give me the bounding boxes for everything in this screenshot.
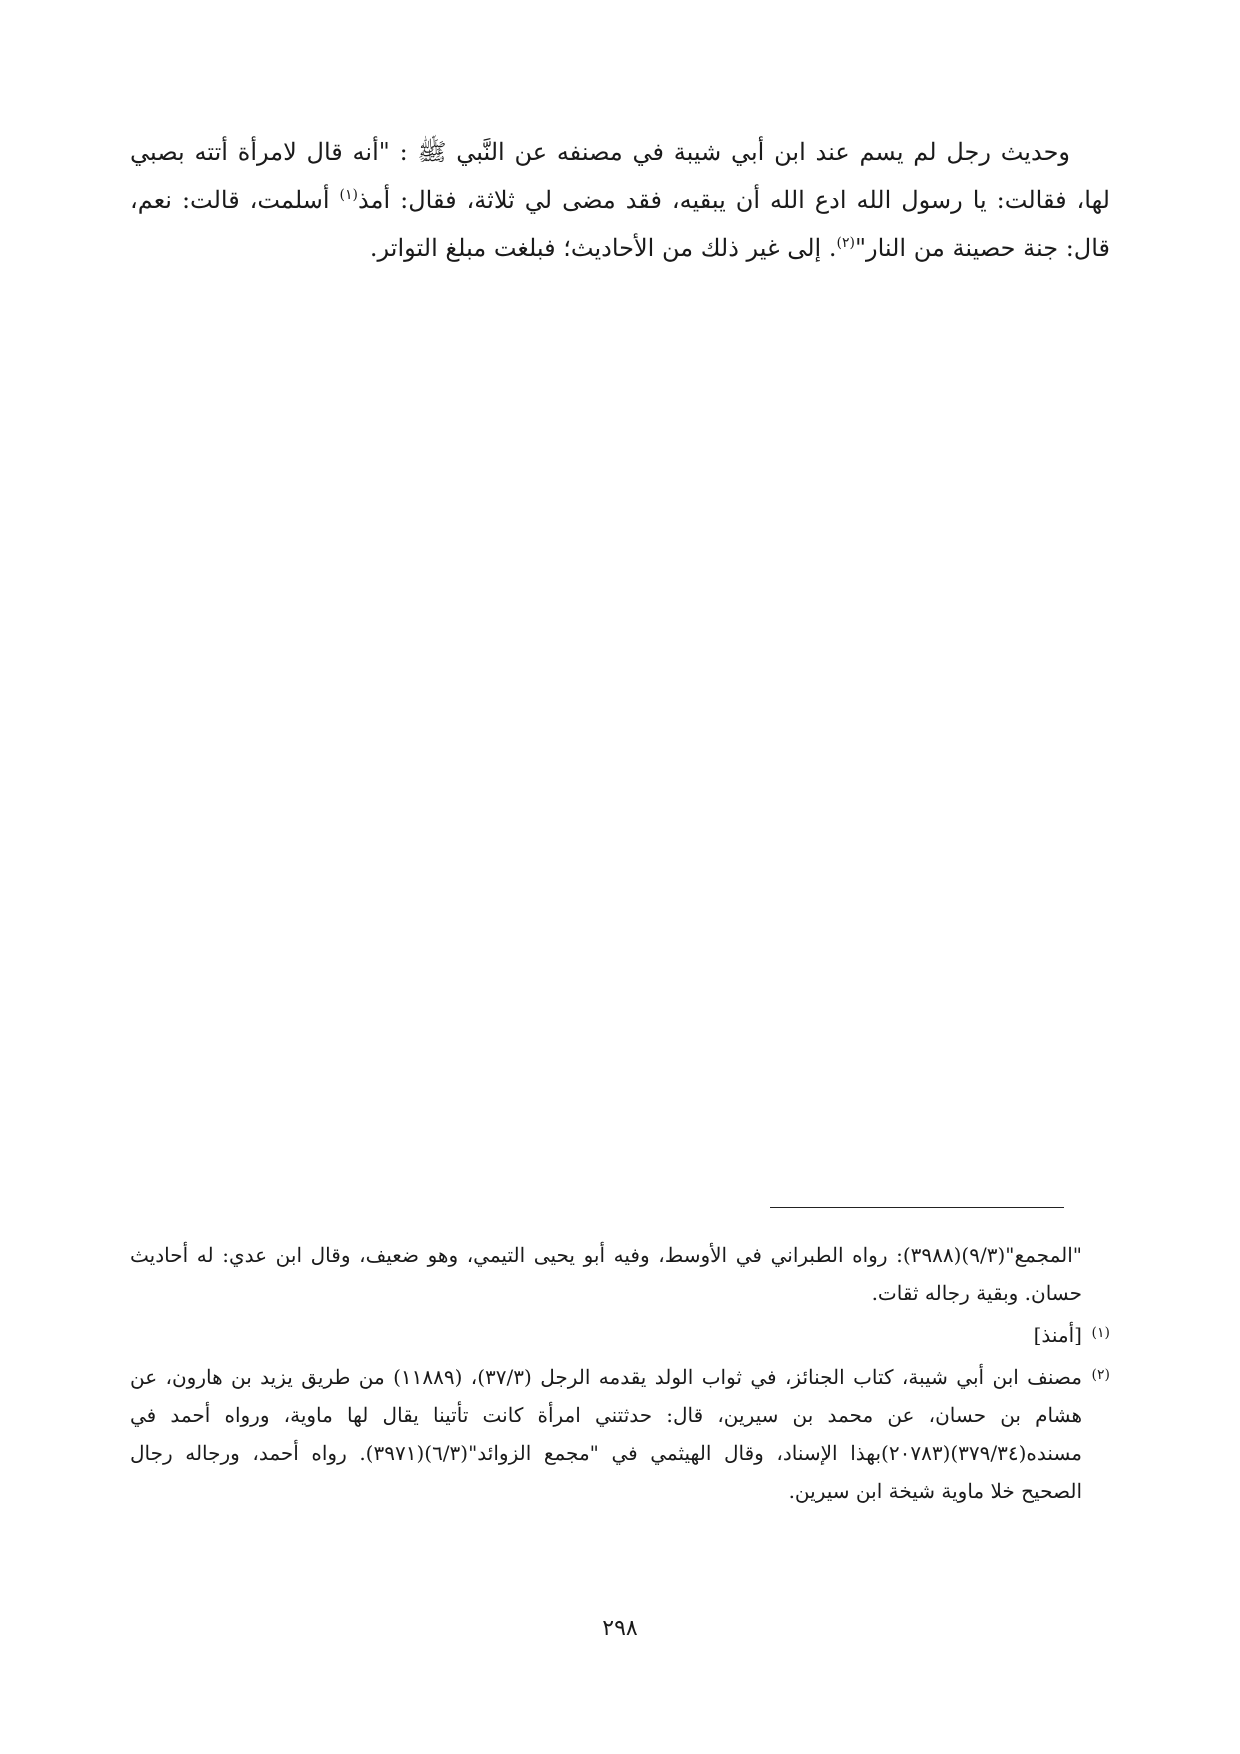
footnotes-block	[130, 1236, 1110, 1514]
footnote-continuation: "المجمع"(٩/٣)(٣٩٨٨): رواه الطبراني في الأوسط، وفيه أبو يحيى التيمي، وهو ضعيف، وقال ابن عدي: له أحاديث حسان. وبقية رجاله ثقات.	[130, 1243, 1082, 1305]
paragraph-text-part3: . إلى غير ذلك من الأحاديث؛ فبلغت مبلغ التواتر.	[369, 234, 837, 262]
footnote-ref-2[interactable]: (٢)	[836, 235, 855, 251]
main-text-block	[130, 128, 1110, 272]
footnote-separator	[770, 1207, 1064, 1208]
footnote-item-2	[130, 1358, 1110, 1510]
footnote-text-1: [أمنذ]	[1033, 1323, 1082, 1347]
footnote-text-2: مصنف ابن أبي شيبة، كتاب الجنائز، في ثواب الولد يقدمه الرجل (٣٧/٣)، (١١٨٨٩) من طريق يزيد بن هارون، عن هشام بن حسان، عن محمد بن سيرين، قال: حدثتني امرأة كانت تأتينا يقال لها ماوية، ورواه أحمد في مسنده(٣٧٩/٣٤)(٢٠٧٨٣)بهذا الإسناد، وقال الهيثمي في "مجمع الزوائد"(٦/٣)(٣٩٧١). رواه أحمد، ورجاله رجال الصحيح خلا ماوية شيخة ابن سيرين.	[130, 1365, 1082, 1503]
footnote-ref-1[interactable]: (١)	[339, 187, 359, 203]
footnote-item-1	[130, 1316, 1110, 1354]
footnote-number-2: (٢)	[1091, 1367, 1110, 1383]
page-number: ٢٩٨	[602, 1616, 638, 1641]
main-paragraph	[130, 128, 1110, 272]
paragraph-text-part1: وحديث رجل لم يسم عند ابن أبي شيبة في مصنفه عن النَّبي ﷺ : "أنه قال لامرأة أتته بصبي لها، فقالت: يا رسول الله ادع الله أن يبقيه، فقد مضى لي ثلاثة، فقال: أمذ	[130, 138, 1110, 214]
paragraph-text-part2: أسلمت، قالت: نعم، قال: جنة حصينة من النار"	[130, 186, 1110, 262]
footnote-number-1: (١)	[1091, 1325, 1110, 1341]
